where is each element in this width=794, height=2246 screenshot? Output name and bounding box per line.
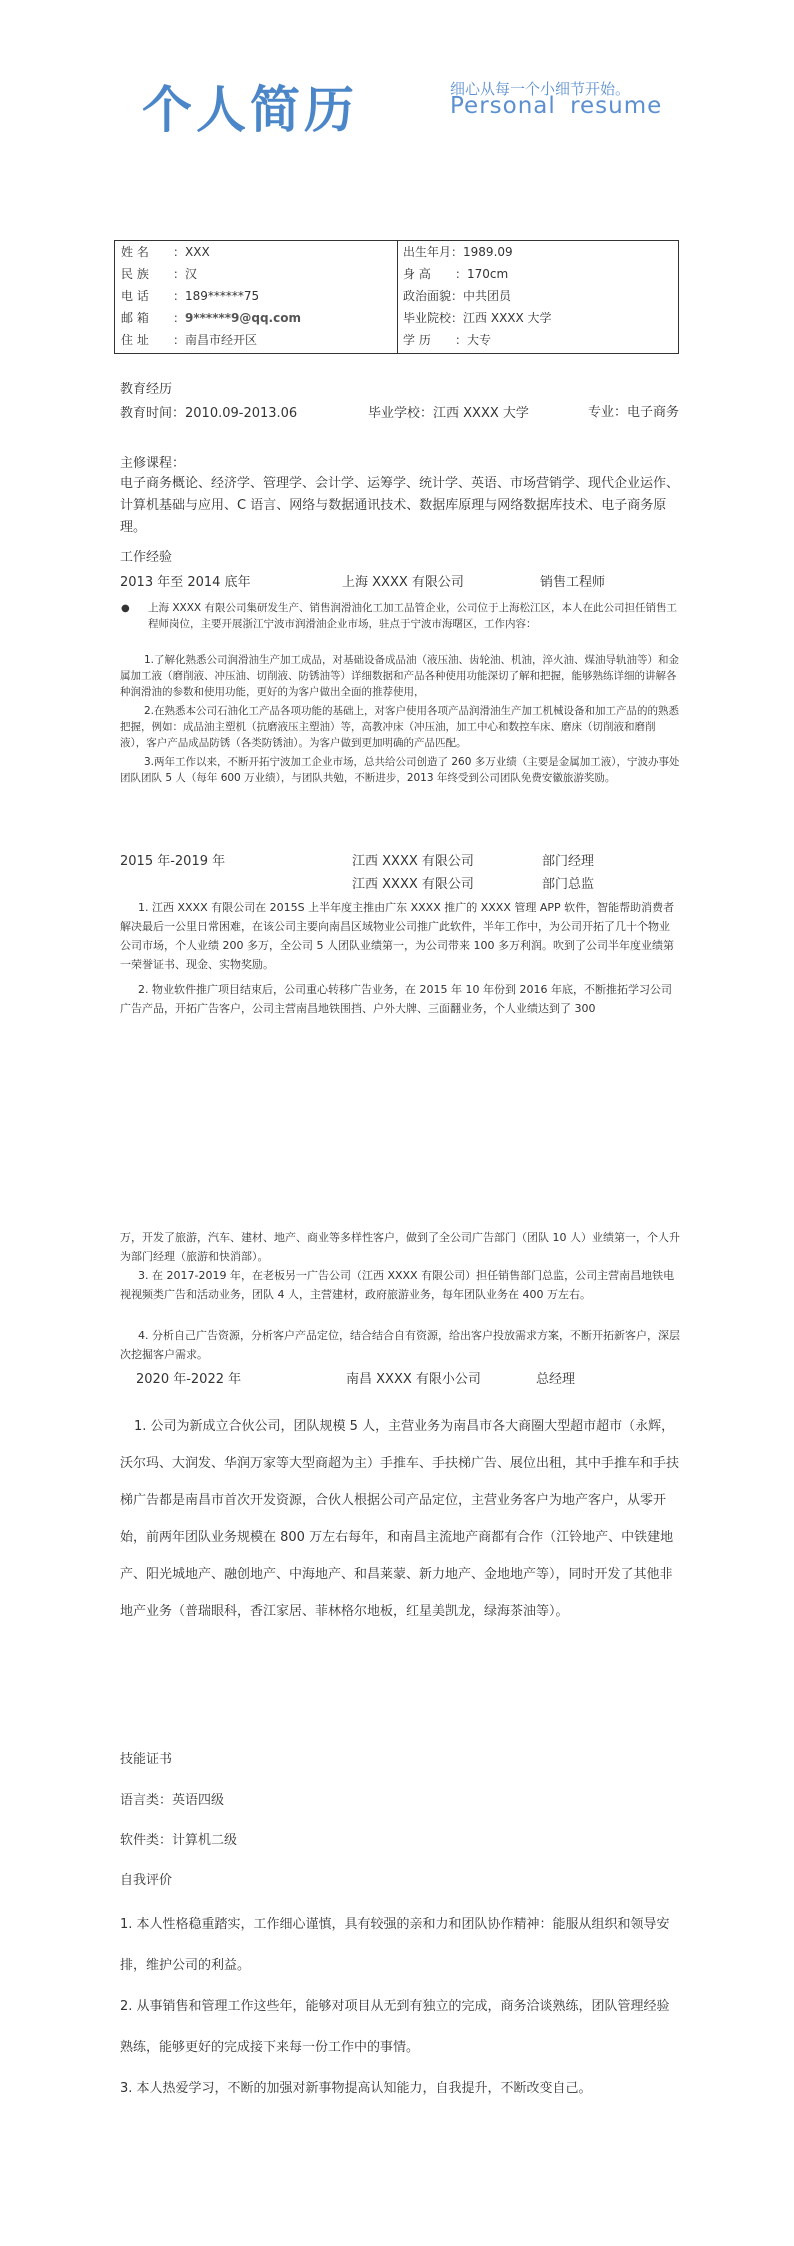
info-row-birth: 出生年月：1989.09: [403, 245, 513, 259]
education-heading: 教育经历: [120, 382, 173, 397]
job2-company2: 江西 XXXX 有限公司: [352, 877, 474, 892]
job2-row1: [120, 850, 680, 870]
info-row-school: 毕业院校：江西 XXXX 大学: [403, 311, 552, 325]
courses-text: 电子商务概论、经济学、管理学、会计学、运筹学、统计学、英语、市场营销学、现代企业运作、计算机基础与应用、C 语言、网络与数据通讯技术、数据库原理与网络数据库技术、电子商务原理。: [120, 476, 680, 535]
skill-software: 软件类：计算机二级: [120, 1833, 238, 1848]
education-school: 毕业学校：江西 XXXX 大学: [368, 406, 529, 421]
resume-title: 个人简历: [142, 81, 358, 139]
job1-intro: 上海 XXXX 有限公司集研发生产、销售润滑油化工加工品管企业，公司位于上海松江区，本人在此公司担任销售工程师岗位，主要开展浙江宁波市润滑油企业市场，驻点于宁波市海曙区，工作内容：: [148, 602, 677, 630]
job1-p2: 2.在熟悉本公司石油化工产品各项功能的基础上，对客户使用各项产品润滑油生产加工机械设备和加工产品的的熟悉把握，例如：成品油主塑机（抗磨液压主塑油）等，高教冲床（冲压油，加工中心和数控车床、磨床（切削液和磨削液），客户产品成品防锈（各类防锈油）。为客户做到更加明确的产品匹配。: [120, 705, 680, 749]
self-eval-2: 2. 从事销售和管理工作这些年，能够对项目从无到有独立的完成，商务洽谈熟练，团队管理经验熟练，能够更好的完成接下来每一份工作中的事情。: [120, 1999, 670, 2055]
education-major: 专业：电子商务: [588, 405, 680, 420]
skill-language: 语言类：英语四级: [120, 1793, 225, 1808]
work-heading: 工作经验: [120, 550, 173, 565]
job3-p1: 1. 公司为新成立合伙公司，团队规模 5 人，主营业务为南昌市各大商圈大型超市超市（永辉，沃尔玛、大润发、华润万家等大型商超为主）手推车、手扶梯广告、展位出租，其中手推车和手扶梯广告都是南昌市首次开发资源，合伙人根据公司产品定位，主营业务客户为地产客户，从零开始，前两年团队业务规模在 800 万左右每年，和南昌主流地产商都有合作（江铃地产、中铁建地产、阳光城地产、融创地产、中海地产、和昌莱蒙、新力地产、金地地产等），同时开发了其他非地产业务（普瑞眼科，香江家居、菲林格尔地板，红星美凯龙，绿海茶油等）。: [120, 1419, 680, 1619]
self-heading: 自我评价: [120, 1873, 173, 1888]
job2-p3: 3. 在 2017-2019 年，在老板另一广告公司（江西 XXXX 有限公司）担任销售部门总监，公司主营南昌地铁电视视频类广告和活动业务，团队 4 人，主营建材，政府旅游业务，每年团队业务在 400 万左右。: [120, 1269, 675, 1301]
info-row-email: 邮 箱 ：9******9@qq.com: [121, 311, 301, 325]
job1-title: 销售工程师: [540, 575, 606, 590]
bullet-icon: ●: [121, 603, 130, 614]
job2-p4: 4. 分析自己广告资源，分析客户产品定位，结合结合自有资源，给出客户投放需求方案，不断开拓新客户，深层次挖掘客户需求。: [120, 1329, 680, 1361]
skills-heading: 技能证书: [120, 1752, 173, 1767]
self-eval-3: 3. 本人热爱学习，不断的加强对新事物提高认知能力，自我提升，不断改变自己。: [120, 2081, 592, 2096]
job3-row: [136, 1368, 696, 1388]
job2-p2b: 万，开发了旅游，汽车、建材、地产、商业等多样性客户，做到了全公司广告部门（团队 10 人）业绩第一，个人升为部门经理（旅游和快消部）。: [120, 1231, 680, 1263]
job2-company1: 江西 XXXX 有限公司: [352, 854, 474, 869]
info-row-address: 住 址 ：南昌市经开区: [121, 333, 258, 347]
resume-title-en: Personal resume: [450, 93, 663, 119]
job1-p3: 3.两年工作以来，不断开拓宁波加工企业市场，总共给公司创造了 260 多万业绩（主要是金属加工液），宁波办事处团队团队 5 人（每年 600 万业绩），与团队共勉，不断进步，2013 年终受到公司团队免费安徽旅游奖励。: [120, 756, 680, 784]
info-column-right: [397, 241, 679, 353]
job3-period: 2020 年-2022 年: [136, 1372, 242, 1387]
job2-p1: 1. 江西 XXXX 有限公司在 2015S 上半年度主推由广东 XXXX 推广的 XXXX 管理 APP 软件，智能帮助消费者解决最后一公里日常困难，在该公司主要向南昌区域物业公司推广此软件，半年工作中，为公司开拓了几十个物业公司市场，个人业绩 200 多万，全公司 5 人团队业绩第一，为公司带来 100 多万利润。吹到了公司半年度业绩第一荣誉证书、现金、实物奖励。: [120, 901, 675, 971]
info-row-phone: 电 话 ：189******75: [121, 289, 260, 303]
education-time: 教育时间：2010.09-2013.06: [120, 406, 298, 421]
job2-row2: [120, 873, 680, 893]
self-eval-1: 1. 本人性格稳重踏实，工作细心谨慎，具有较强的亲和力和团队协作精神：能服从组织和领导安排，维护公司的利益。: [120, 1917, 670, 1973]
job2-title1: 部门经理: [542, 854, 595, 869]
job1-p1: 1.了解化熟悉公司润滑油生产加工成品，对基础设备成品油（液压油、齿轮油、机油，淬火油、煤油导轨油等）和金属加工液（磨削液、冲压油、切削液、防锈油等）详细数据和产品各种使用功能深切了解和把握，能够熟练详细的讲解各种润滑油的参数和使用功能，更好的为客户做出全面的推荐使用，: [120, 654, 680, 698]
job3-title: 总经理: [536, 1372, 576, 1387]
job1-company: 上海 XXXX 有限公司: [342, 575, 464, 590]
resume-tagline: 细心从每一个小细节开始。: [450, 80, 631, 98]
info-row-degree: 学 历 ：大专: [403, 333, 492, 347]
courses-heading: 主修课程：: [120, 456, 186, 471]
job3-company: 南昌 XXXX 有限小公司: [346, 1372, 481, 1387]
job2-period: 2015 年-2019 年: [120, 854, 226, 869]
personal-info-table: [114, 240, 679, 354]
job2-p2a: 2. 物业软件推广项目结束后，公司重心转移广告业务，在 2015 年 10 年份到 2016 年底，不断推拓学习公司广告产品，开拓广告客户，公司主营南昌地铁围挡、户外大牌、三面翻业务，个人业绩达到了 300: [120, 983, 672, 1015]
info-row-name: 姓 名 ：XXX: [121, 245, 210, 259]
job1-period: 2013 年至 2014 底年: [120, 575, 251, 590]
info-column-left: [115, 241, 398, 353]
info-row-height: 身 高 ：170cm: [403, 267, 509, 281]
info-row-political: 政治面貌：中共团员: [403, 289, 512, 303]
job1-row: [120, 571, 680, 591]
info-row-ethnicity: 民 族 ：汉: [121, 267, 198, 281]
job2-title2: 部门总监: [542, 877, 595, 892]
